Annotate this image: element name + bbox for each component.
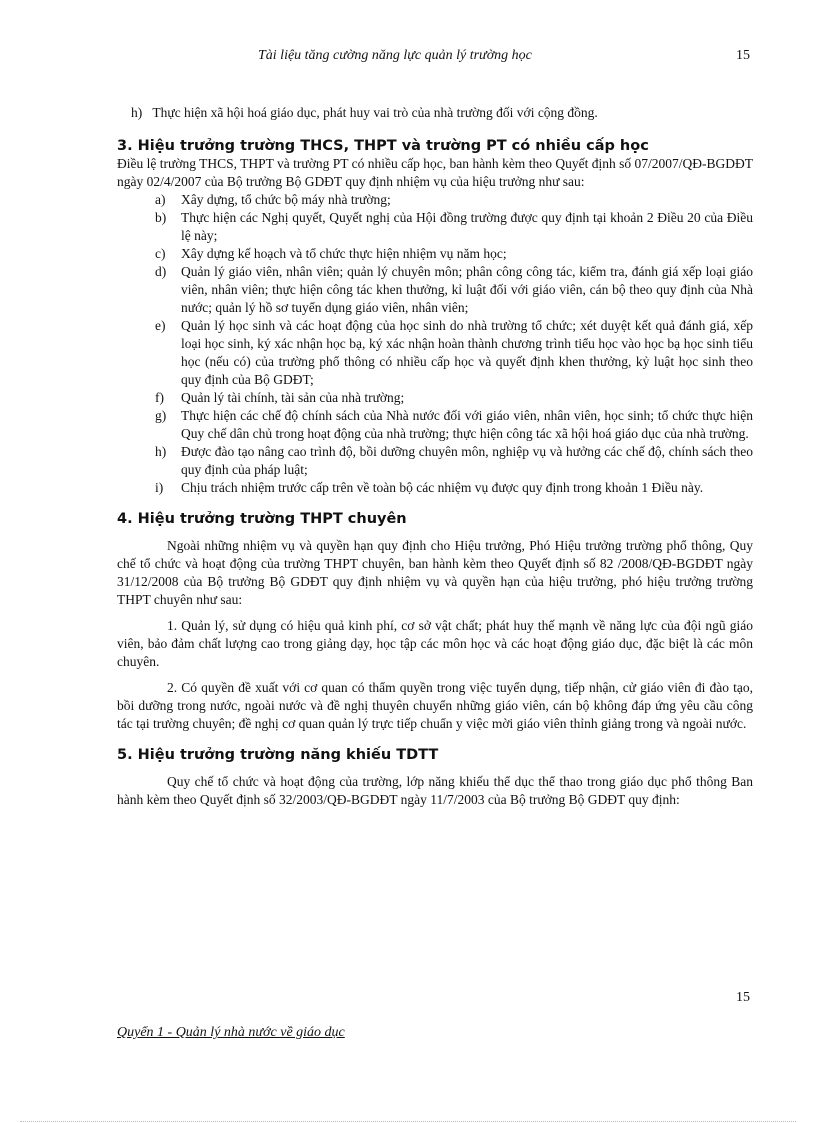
header-page-number: 15 <box>736 48 750 63</box>
list-item <box>117 263 753 317</box>
list-item <box>117 191 753 209</box>
item-label: i) <box>155 480 164 495</box>
list-item <box>117 443 753 479</box>
page-body <box>117 104 753 809</box>
item-text: Xây dựng, tổ chức bộ máy nhà trường; <box>181 192 391 207</box>
header-title: Tài liệu tăng cường năng lực quản lý trường học <box>258 48 532 63</box>
list-item <box>117 209 753 245</box>
list-item <box>117 317 753 389</box>
section4-paragraph: Ngoài những nhiệm vụ và quyền hạn quy định cho Hiệu trưởng, Phó Hiệu trưởng trường phổ thông, Quy chế tổ chức và hoạt động của trường THPT chuyên, ban hành kèm theo Quyết định số 82 /2008/QĐ-BGDĐT ngày 31/12/2008 của Bộ trưởng Bộ GDĐT quy định nhiệm vụ và quyền hạn của hiệu trưởng, phó hiệu trưởng trường THPT chuyên như sau: <box>117 538 753 607</box>
list-item <box>117 104 753 122</box>
item-text: Quản lý giáo viên, nhân viên; quản lý chuyên môn; phân công công tác, kiểm tra, đánh giá xếp loại giáo viên, nhân viên; thực hiện công tác khen thưởng, kỉ luật đối với giáo viên, cán bộ theo quy định của Nhà nước; quản lý hồ sơ tuyển dụng giáo viên, nhân viên; <box>181 264 753 315</box>
list-item <box>117 407 753 443</box>
list-item <box>117 245 753 263</box>
section3-list <box>117 191 753 497</box>
item-label: g) <box>155 408 167 423</box>
section3-intro: Điều lệ trường THCS, THPT và trường PT có nhiều cấp học, ban hành kèm theo Quyết định số 07/2007/QĐ-BGDĐT ngày 02/4/2007 của Bộ trưởng Bộ GDĐT quy định nhiệm vụ của hiệu trưởng như sau: <box>117 156 753 189</box>
item-label: a) <box>155 192 166 207</box>
footer-page-number: 15 <box>736 990 750 1005</box>
footer-title: Quyển 1 - Quản lý nhà nước về giáo dục <box>117 1025 345 1040</box>
section4-paragraph: 2. Có quyền đề xuất với cơ quan có thẩm quyền trong việc tuyển dụng, tiếp nhận, cử giáo viên đi đào tạo, bồi dưỡng trong nước, ngoài nước và đề nghị thuyên chuyển những giáo viên, cán bộ không đáp ứng yêu cầu công tác tại trường chuyên; đề nghị cơ quan quản lý trực tiếp chuẩn y việc mời giáo viên thỉnh giảng trong và ngoài nước. <box>117 680 753 731</box>
section5-paragraph: Quy chế tổ chức và hoạt động của trường, lớp năng khiếu thể dục thể thao trong giáo dục phổ thông Ban hành kèm theo Quyết định số 32/2003/QĐ-BGDĐT ngày 11/7/2003 của Bộ trưởng Bộ GDĐT quy định: <box>117 774 753 807</box>
section4-paragraph: 1. Quản lý, sử dụng có hiệu quả kinh phí, cơ sở vật chất; phát huy thế mạnh về năng lực của đội ngũ giáo viên, bảo đảm chất lượng cao trong giảng dạy, học tập các môn học và các hoạt động giáo dục, đặc biệt là các môn chuyên. <box>117 618 753 669</box>
list-item <box>117 479 753 497</box>
page-bottom-divider <box>20 1121 796 1122</box>
item-label: e) <box>155 318 166 333</box>
item-label: h) <box>155 444 167 459</box>
item-label: c) <box>155 246 166 261</box>
item-text: Quản lý học sinh và các hoạt động của học sinh do nhà trường tổ chức; xét duyệt kết quả đánh giá, xếp loại học sinh, ký xác nhận học bạ, ký xác nhận hoàn thành chương trình tiểu học vào học bạ học sinh tiểu học (nếu có) của trường phổ thông có nhiều cấp học và quyết định khen thưởng, kỷ luật học sinh theo quy định của Bộ GDĐT; <box>181 318 753 387</box>
section-heading-5: 5. Hiệu trưởng trường năng khiếu TDTT <box>117 747 439 763</box>
item-text: Quản lý tài chính, tài sản của nhà trường; <box>181 390 405 405</box>
item-label: f) <box>155 390 164 405</box>
item-text: Thực hiện các chế độ chính sách của Nhà nước đối với giáo viên, nhân viên, học sinh; tổ chức thực hiện Quy chế dân chủ trong hoạt động của nhà trường; thực hiện công tác xã hội hoá giáo dục của nhà trường. <box>181 408 753 441</box>
section-heading-4: 4. Hiệu trưởng trường THPT chuyên <box>117 511 407 527</box>
item-text: Thực hiện các Nghị quyết, Quyết nghị của Hội đồng trường được quy định tại khoản 2 Điều 20 của Điều lệ này; <box>181 210 753 243</box>
page-header <box>0 48 816 68</box>
item-label: d) <box>155 264 167 279</box>
section-heading-3: 3. Hiệu trưởng trường THCS, THPT và trường PT có nhiều cấp học <box>117 138 649 154</box>
list-item <box>117 389 753 407</box>
item-text: Thực hiện xã hội hoá giáo dục, phát huy vai trò của nhà trường đối với cộng đồng. <box>152 105 598 120</box>
item-text: Chịu trách nhiệm trước cấp trên về toàn bộ các nhiệm vụ được quy định trong khoản 1 Điều này. <box>181 480 704 495</box>
item-text: Được đào tạo nâng cao trình độ, bồi dưỡng chuyên môn, nghiệp vụ và hưởng các chế độ, chính sách theo quy định của pháp luật; <box>181 444 753 477</box>
item-label: b) <box>155 210 167 225</box>
item-label: h) <box>131 105 143 120</box>
item-text: Xây dựng kế hoạch và tổ chức thực hiện nhiệm vụ năm học; <box>181 246 507 261</box>
